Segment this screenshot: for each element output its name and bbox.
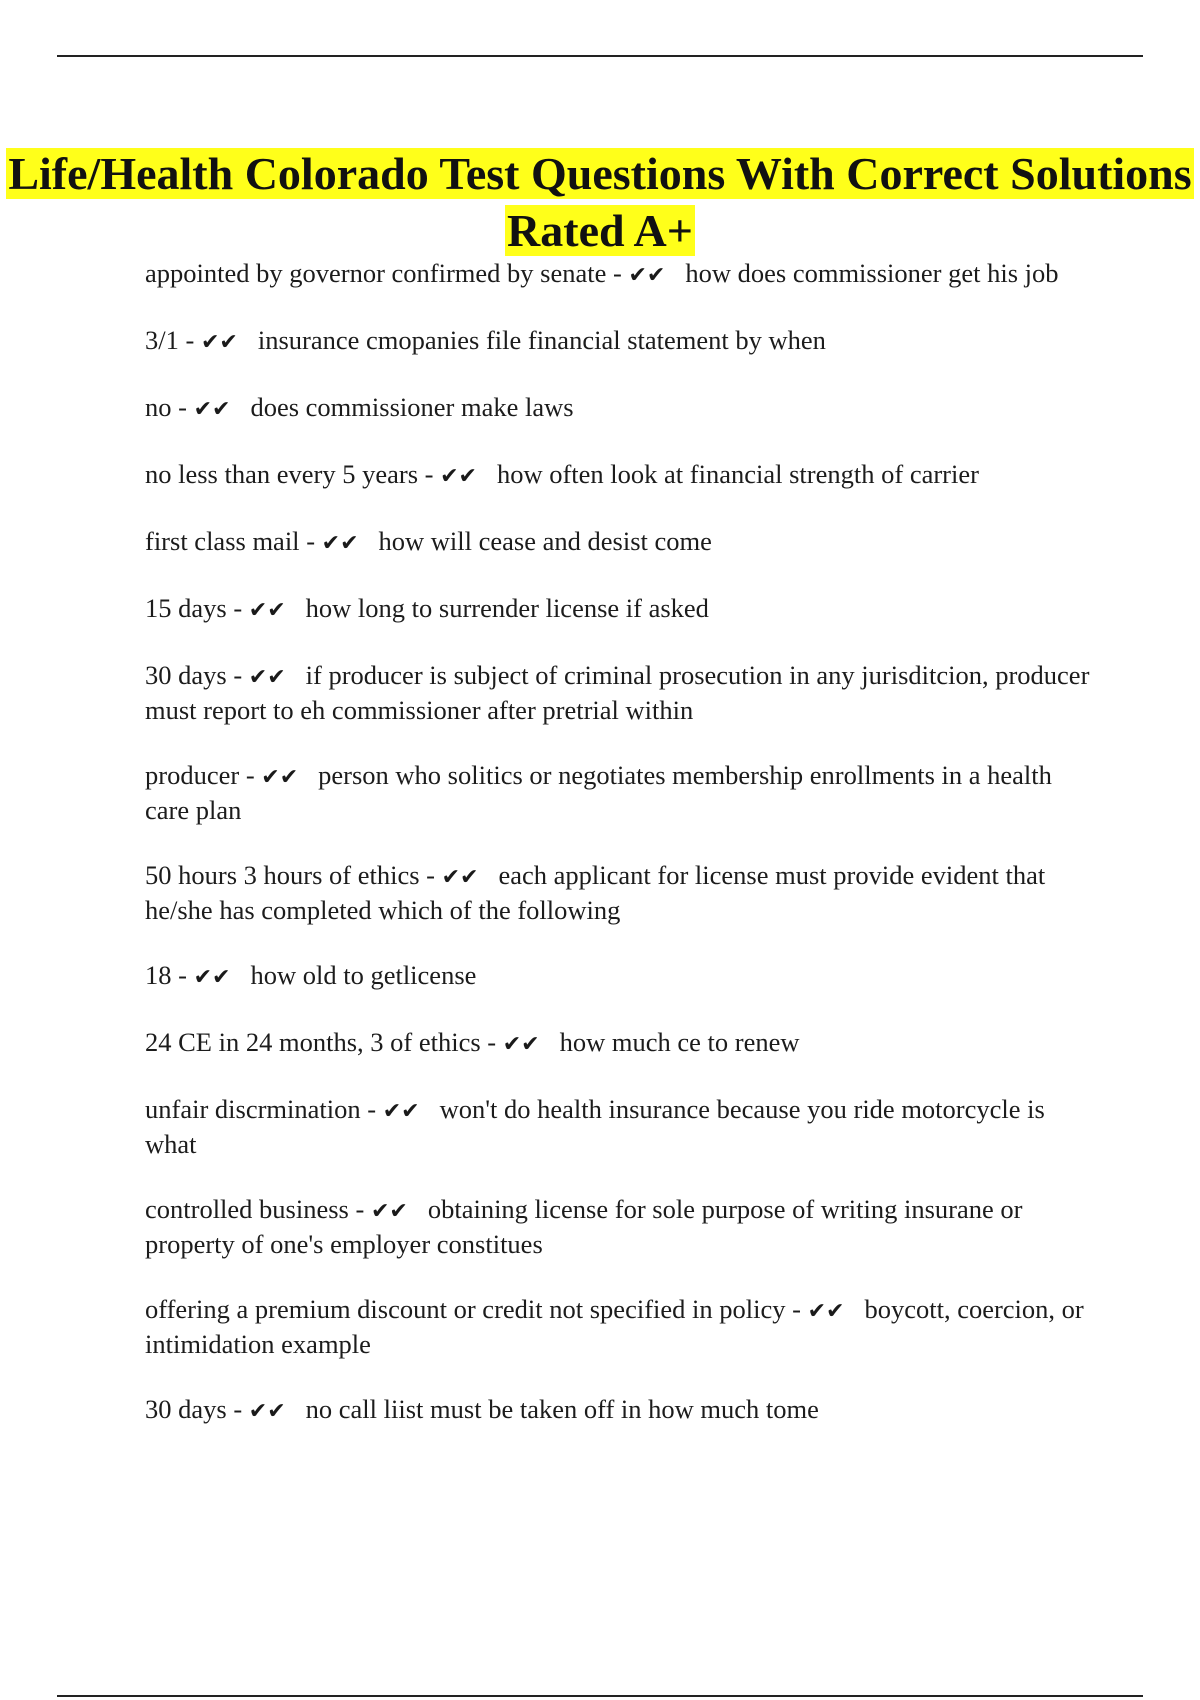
- document-title: [0, 145, 1200, 259]
- qa-entry: [145, 1293, 1095, 1361]
- check-mark-icon: ✔✔: [248, 598, 286, 623]
- separator: -: [426, 860, 435, 890]
- answer-text: appointed by governor confirmed by senate: [145, 258, 607, 288]
- qa-entry: [145, 1026, 1095, 1061]
- check-mark-icon: ✔✔: [502, 1032, 540, 1057]
- separator: -: [233, 1394, 243, 1424]
- question-text: how will cease and desist come: [378, 526, 712, 556]
- qa-list: [145, 257, 1095, 1460]
- question-text: won't do health insurance because you ride motorcycle is what: [145, 1094, 1045, 1159]
- qa-entry: [145, 1093, 1095, 1161]
- separator: -: [613, 258, 622, 288]
- separator: -: [178, 392, 187, 422]
- check-mark-icon: ✔✔: [628, 263, 666, 288]
- separator: -: [792, 1294, 801, 1324]
- qa-entry: [145, 592, 1095, 627]
- document-title-highlight: Life/Health Colorado Test Questions With Correct Solutions Rated A+: [8, 148, 1192, 256]
- qa-entry: [145, 324, 1095, 359]
- question-text: does commissioner make laws: [250, 392, 574, 422]
- check-mark-icon: ✔✔: [321, 531, 359, 556]
- question-text: no call liist must be taken off in how much tome: [305, 1394, 819, 1424]
- separator: -: [367, 1094, 377, 1124]
- separator: -: [233, 660, 243, 690]
- qa-entry: [145, 1193, 1095, 1261]
- answer-text: 30 days: [145, 660, 227, 690]
- qa-entry: [145, 959, 1095, 994]
- qa-entry: [145, 659, 1095, 727]
- check-mark-icon: ✔✔: [248, 665, 286, 690]
- answer-text: no: [145, 392, 172, 422]
- check-mark-icon: ✔✔: [193, 965, 231, 990]
- qa-entry: [145, 859, 1095, 927]
- answer-text: producer: [145, 760, 240, 790]
- answer-text: 24 CE in 24 months, 3 of ethics: [145, 1027, 481, 1057]
- qa-entry: [145, 525, 1095, 560]
- question-text: obtaining license for sole purpose of writing insurane or property of one's employer constitues: [145, 1194, 1023, 1259]
- question-text: how often look at financial strength of carrier: [496, 459, 979, 489]
- qa-entry: [145, 458, 1095, 493]
- qa-entry: [145, 257, 1095, 292]
- question-text: how long to surrender license if asked: [305, 593, 709, 623]
- footer-rule: [57, 1695, 1143, 1697]
- question-text: how old to getlicense: [250, 960, 477, 990]
- check-mark-icon: ✔✔: [441, 865, 479, 890]
- question-text: person who solitics or negotiates membership enrollments in a health care plan: [145, 760, 1052, 825]
- separator: -: [424, 459, 434, 489]
- answer-text: 50 hours 3 hours of ethics: [145, 860, 420, 890]
- question-text: insurance cmopanies file financial statement by when: [257, 325, 826, 355]
- check-mark-icon: ✔✔: [382, 1099, 420, 1124]
- separator: -: [306, 526, 316, 556]
- answer-text: 18: [145, 960, 172, 990]
- question-text: each applicant for license must provide evident that he/she has completed which of the following: [145, 860, 1046, 925]
- qa-entry: [145, 391, 1095, 426]
- separator: -: [178, 960, 187, 990]
- check-mark-icon: ✔✔: [370, 1199, 408, 1224]
- question-text: how does commissioner get his job: [685, 258, 1059, 288]
- separator: -: [185, 325, 195, 355]
- answer-text: 15 days: [145, 593, 227, 623]
- separator: -: [487, 1027, 497, 1057]
- check-mark-icon: ✔✔: [248, 1399, 286, 1424]
- qa-entry: [145, 759, 1095, 827]
- question-text: boycott, coercion, or intimidation example: [145, 1294, 1084, 1359]
- separator: -: [245, 760, 255, 790]
- answer-text: unfair discrmination: [145, 1094, 361, 1124]
- check-mark-icon: ✔✔: [807, 1299, 845, 1324]
- check-mark-icon: ✔✔: [440, 464, 477, 489]
- answer-text: first class mail: [145, 526, 300, 556]
- answer-text: 30 days: [145, 1394, 227, 1424]
- question-text: if producer is subject of criminal prosecution in any jurisditcion, producer must report to eh commissioner after pretrial within: [145, 660, 1090, 725]
- answer-text: offering a premium discount or credit not specified in policy: [145, 1294, 786, 1324]
- qa-entry: [145, 1393, 1095, 1428]
- check-mark-icon: ✔✔: [200, 330, 238, 355]
- question-text: how much ce to renew: [559, 1027, 800, 1057]
- answer-text: controlled business: [145, 1194, 349, 1224]
- check-mark-icon: ✔✔: [193, 397, 231, 422]
- check-mark-icon: ✔✔: [261, 765, 299, 790]
- header-rule: [57, 55, 1143, 57]
- answer-text: 3/1: [145, 325, 179, 355]
- separator: -: [233, 593, 243, 623]
- separator: -: [355, 1194, 365, 1224]
- answer-text: no less than every 5 years: [145, 459, 419, 489]
